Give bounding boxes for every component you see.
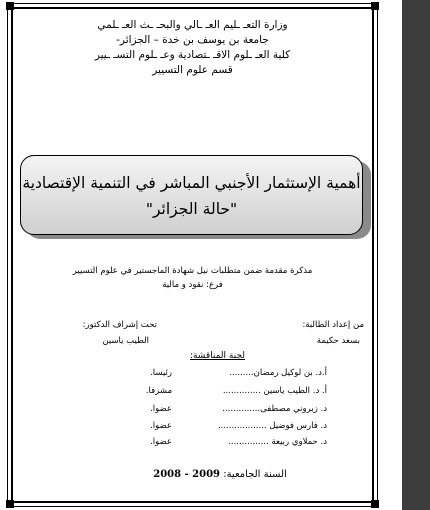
jury-member-role: مشرفا. [145, 386, 172, 396]
thesis-title-line-2: "حالة الجزائر" [145, 200, 238, 218]
memo-description [20, 264, 365, 292]
supervisor-name: الطيب ياسين [102, 336, 149, 346]
academic-year-value: 2008 - 2009 [153, 469, 221, 480]
jury-title: لجنة المناقشة: [189, 351, 245, 361]
jury-member-row [82, 404, 327, 418]
department-name: قسم علوم التسيير [152, 64, 233, 76]
jury-member-role: عضوا. [150, 421, 172, 431]
jury-member-role: عضوا. [150, 437, 172, 447]
border-corner [6, 2, 14, 10]
border-corner [6, 500, 14, 508]
border-corner [371, 500, 379, 508]
border-corner [371, 2, 379, 10]
supervisor-label: تحت إشراف الدكتور: [82, 320, 157, 330]
jury-member-row [82, 421, 327, 435]
academic-year-label: السنة الجامعية: [223, 469, 287, 480]
student-label: من إعداد الطالبة: [302, 320, 364, 330]
academic-year [120, 469, 320, 480]
university-name: جامعة بن يوسف بن خدة – الجزائر- [116, 34, 269, 46]
faculty-name: كلية العـ ـلوم الاقـ ـتصادية وعـ ـلوم التسـ ـيير [94, 49, 291, 61]
jury-member-name: أ.د. بن لوكيل رمضان......... [229, 368, 327, 378]
jury-member-name: د. حملاوي ربيعة ............... [228, 437, 327, 447]
jury-member-name: أ. د. الطيب ياسين .............. [222, 386, 327, 396]
thesis-title-line-1: أهمية الإستثمار الأجنبي المباشر في التنمية الإقتصادية [22, 174, 361, 192]
jury-member-role: عضوا. [150, 404, 172, 414]
jury-member-role: رئيسا. [150, 368, 172, 378]
memo-line-1: مذكرة مقدمة ضمن متطلبات نيل شهادة الماجستير في علوم التسيير [72, 266, 313, 276]
jury-member-name: د. زيروني مصطفى.............. [222, 404, 327, 414]
jury-member-name: د. فارس فوضيل .................. [217, 421, 327, 431]
jury-member-row [82, 386, 327, 400]
viewer-side-panel [402, 0, 430, 510]
ministry-name: وزارة التعـ ـليم العـ ـالي والبحـ ـث العـ ـلمي [97, 19, 288, 31]
jury-member-row [82, 368, 327, 382]
jury-member-row [82, 437, 327, 451]
memo-line-2: فرع: نقود و مالية [162, 280, 223, 290]
student-name: بسعد حكيمة [316, 336, 360, 346]
thesis-title [20, 170, 363, 222]
institution-header [20, 18, 365, 78]
